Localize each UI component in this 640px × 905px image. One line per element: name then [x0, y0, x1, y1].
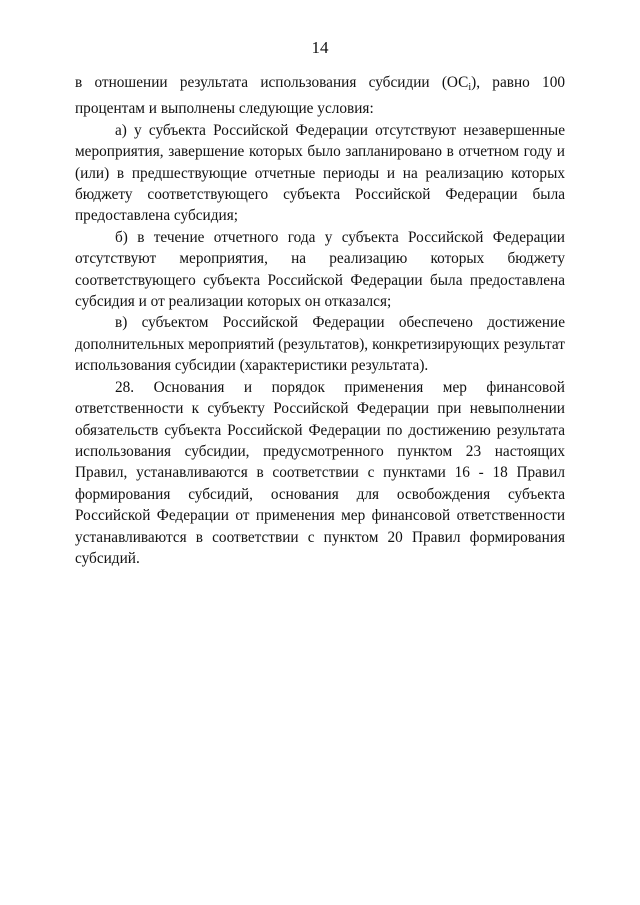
paragraph-item-b: б) в течение отчетного года у субъекта Российской Федерации отсутствуют мероприятия, на реализацию которых бюджету соответствующего субъекта Российской Федерации была предоставлена субсидия и от реализации которых он отказался;: [75, 228, 565, 311]
paragraph-item-v: в) субъектом Российской Федерации обеспечено достижение дополнительных мероприятий (результатов), конкретизирующих результат использования субсидии (характеристики результата).: [75, 314, 565, 375]
paragraph-intro: в отношении результата использования субсидии $(ОС_i)$, равно 100 процентам и выполнены следующие условия:: [75, 74, 565, 118]
page-number: 14: [311, 38, 329, 57]
paragraph-item-a: а) у субъекта Российской Федерации отсутствуют незавершенные мероприятия, завершение которых было запланировано в отчетном году и (или) в предшествующие отчетные периоды и на реализацию которых бюджету соответствующего субъекта Российской Федерации была предоставлена субсидия;: [75, 121, 565, 225]
document-body: [75, 72, 565, 569]
paragraph-28: 28. Основания и порядок применения мер финансовой ответственности к субъекту Российской Федерации при невыполнении обязательств субъекта Российской Федерации по достижению результата использования субсидии, предусмотренного пунктом 23 настоящих Правил, устанавливаются в соответствии с пунктами 16 - 18 Правил формирования субсидий, основания для освобождения субъекта Российской Федерации от применения мер финансовой ответственности устанавливаются в соответствии с пунктом 20 Правил формирования субсидий.: [75, 378, 565, 567]
